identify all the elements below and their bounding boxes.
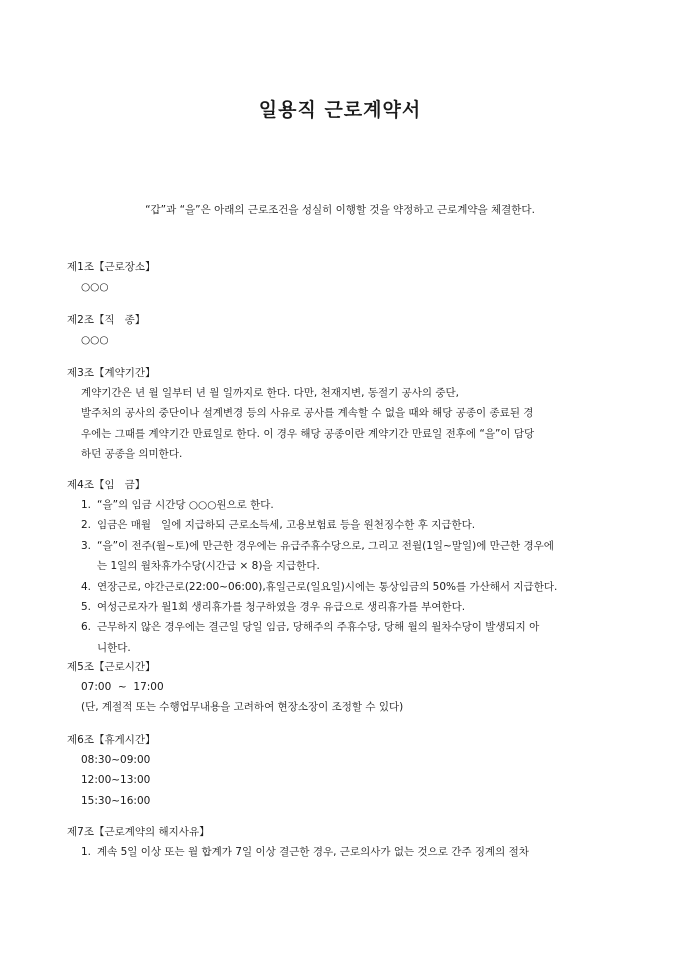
article-3-line: 우에는 그때를 계약기간 만료일로 한다. 이 경우 해당 공종이란 계약기간 만료일 전후에 “을”이 담당 [81,427,535,440]
list-item [67,515,627,535]
list-item-number: 1. [81,499,92,511]
article-3-line: 발주처의 공사의 중단이나 설계변경 등의 사유로 공사를 계속할 수 없을 때와 해당 공종이 종료된 경 [81,407,534,420]
list-item-number: 4. [81,580,92,593]
list-item-text: “을”이 전주(월~토)에 만근한 경우에는 유급주휴수당으로, 그리고 전월(1일~말일)에 만근한 경우에 [97,539,554,552]
list-item-text: 계속 5일 이상 또는 월 합계가 7일 이상 결근한 경우, 근로의사가 없는 것으로 간주 징계의 절차 [97,846,529,858]
article-3-heading: 제3조【계약기간】 [67,367,156,379]
list-item [67,617,627,658]
article-5 [67,657,627,718]
list-item-number: 3. [81,539,92,552]
intro-paragraph: “갑”과 “을”은 아래의 근로조건을 성실히 이행할 것을 약정하고 근로계약을 체결한다. [145,204,535,216]
list-item [67,536,627,577]
list-item-number: 6. [81,621,92,634]
article-1-value: ○○○ [81,281,109,293]
article-6-heading: 제6조【휴게시간】 [67,734,156,746]
article-7-heading: 제7조【근로계약의 해지사유】 [67,826,210,838]
list-item-number: 5. [81,601,92,614]
article-1-heading: 제1조【근로장소】 [67,261,156,273]
list-item-text: 는 1일의 월차휴가수당(시간급 × 8)을 지급한다. [97,560,320,573]
break-time: 12:00~13:00 [81,774,151,787]
article-5-heading: 제5조【근로시간】 [67,661,156,673]
article-2 [67,310,627,350]
list-item [67,495,627,515]
list-item [67,842,627,862]
list-item-text: 연장근로, 야간근로(22:00~06:00),휴일근로(일요일)시에는 통상임금의 50%를 가산해서 지급한다. [97,580,558,593]
article-3-line: 하던 공종을 의미한다. [81,448,183,461]
list-item [67,597,627,617]
article-6 [67,730,627,811]
list-item-text: 근무하지 않은 경우에는 결근일 당일 임금, 당해주의 주휴수당, 당해 월의 월차수당이 발생되지 아 [97,621,540,634]
article-3 [67,363,627,465]
list-item-text: 여성근로자가 월1회 생리휴가를 청구하였을 경우 유급으로 생리휴가를 부여한다. [97,601,466,614]
list-item-text: 니한다. [97,641,131,654]
article-2-value: ○○○ [81,334,109,346]
list-item-number: 1. [81,846,92,858]
break-time: 15:30~16:00 [81,794,151,807]
article-1 [67,257,627,297]
article-4-heading: 제4조【임 금】 [67,479,146,491]
article-2-heading: 제2조【직 종】 [67,314,146,326]
article-3-line: 계약기간은 년 월 일부터 년 월 일까지로 한다. 다만, 천재지변, 동절기 공사의 중단, [81,387,459,399]
article-4 [67,475,627,658]
article-7 [67,822,627,862]
list-item-text: 임금은 매월 일에 지급하되 근로소득세, 고용보험료 등을 원천징수한 후 지급한다. [97,519,476,532]
list-item-text: “을”의 임금 시간당 ○○○원으로 한다. [97,499,274,511]
document-title: 일용직 근로계약서 [258,99,422,121]
work-hours-note: (단, 계절적 또는 수행업무내용을 고려하여 현장소장이 조정할 수 있다) [81,701,404,714]
list-item-number: 2. [81,519,92,532]
work-hours: 07:00 ~ 17:00 [81,681,164,693]
list-item [67,577,627,597]
break-time: 08:30~09:00 [81,754,151,766]
